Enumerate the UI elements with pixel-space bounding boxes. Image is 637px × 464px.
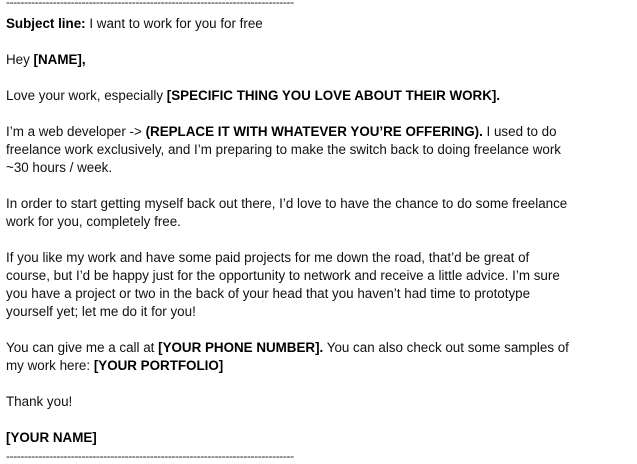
greeting-prefix: Hey — [6, 52, 34, 67]
p2-offering-placeholder: (REPLACE IT WITH WHATEVER YOU’RE OFFERING). — [145, 124, 483, 139]
paragraph-5-line-2 — [6, 358, 223, 374]
signature — [6, 430, 97, 446]
closing: Thank you! — [6, 394, 73, 409]
paragraph-2-line-3: ~30 hours / week. — [6, 160, 113, 175]
portfolio-placeholder: [YOUR PORTFOLIO] — [93, 358, 224, 373]
p2-l1-prefix: I’m a web developer -> — [6, 124, 146, 139]
p5-l1-suffix: You can also check out some samples of — [323, 340, 569, 355]
p2-l1-suffix: I used to do — [482, 124, 557, 139]
greeting — [6, 52, 86, 68]
subject-text: I want to work for you for free — [85, 16, 263, 31]
top-separator: -------------------------------------------------------------------------------- — [6, 0, 294, 9]
paragraph-3-line-1: In order to start getting myself back out there, I’d love to have the chance to do some freelance — [6, 196, 568, 211]
p1-text: Love your work, especially — [6, 88, 167, 103]
paragraph-4-line-4: yourself yet; let me do it for you! — [6, 304, 196, 319]
phone-placeholder: [YOUR PHONE NUMBER]. — [158, 340, 324, 355]
paragraph-4-line-1: If you like my work and have some paid projects for me down the road, that’d be great of — [6, 250, 530, 265]
subject-line — [6, 16, 263, 32]
paragraph-4-line-3: you have a project or two in the back of your head that you haven’t had time to prototype — [6, 286, 531, 301]
paragraph-4-line-2: course, but I’d be happy just for the opportunity to network and receive a little advice. I’m sure — [6, 268, 560, 283]
signature-name-placeholder: [YOUR NAME] — [6, 430, 97, 445]
p5-l2-prefix: my work here: — [6, 358, 94, 373]
subject-label: Subject line: — [6, 16, 86, 31]
p1-placeholder: [SPECIFIC THING YOU LOVE ABOUT THEIR WORK]. — [166, 88, 501, 103]
bottom-separator: -------------------------------------------------------------------------------- — [6, 449, 294, 463]
paragraph-5-line-1 — [6, 340, 569, 356]
p5-l1-prefix: You can give me a call at — [6, 340, 159, 355]
paragraph-3-line-2: work for you, completely free. — [6, 214, 181, 229]
paragraph-2-line-2: freelance work exclusively, and I’m preparing to make the switch back to doing freelance work — [6, 142, 561, 157]
paragraph-2-line-1 — [6, 124, 557, 140]
greeting-name-placeholder: [NAME], — [33, 52, 86, 67]
paragraph-1 — [6, 88, 500, 104]
